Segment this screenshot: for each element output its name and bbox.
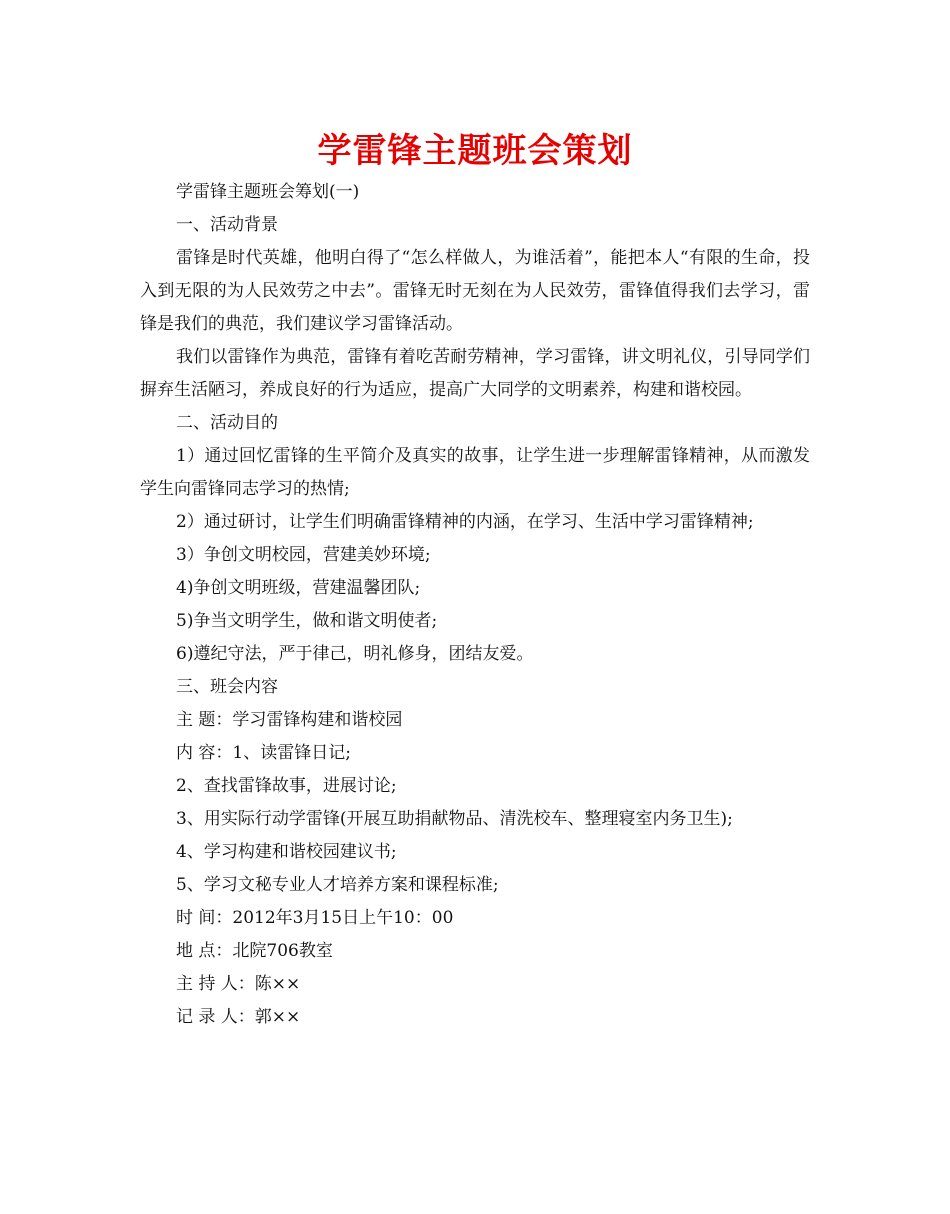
section-heading-background: 一、活动背景 — [176, 215, 278, 235]
section-heading-purpose: 二、活动目的 — [176, 413, 278, 433]
paragraph-background-2: 我们以雷锋作为典范，雷锋有着吃苦耐劳精神，学习雷锋，讲文明礼仪，引导同学们摒弃生活陋习，养成良好的行为适应，提高广大同学的文明素养，构建和谐校园。 — [140, 347, 810, 400]
document-subtitle: 学雷锋主题班会筹划(一) — [176, 182, 360, 202]
content-line-location: 地 点：北院706教室 — [176, 941, 333, 961]
content-line-item-3: 3、用实际行动学雷锋(开展互助捐献物品、清洗校车、整理寝室内务卫生); — [176, 809, 733, 829]
content-line-host: 主 持 人：陈×× — [176, 974, 301, 994]
purpose-item-4: 4)争创文明班级，营建温馨团队; — [176, 578, 421, 598]
purpose-item-2: 2）通过研讨，让学生们明确雷锋精神的内涵，在学习、生活中学习雷锋精神; — [176, 512, 754, 532]
section-heading-content: 三、班会内容 — [176, 677, 278, 697]
paragraph-background-1: 雷锋是时代英雄，他明白得了“怎么样做人，为谁活着”，能把本人“有限的生命，投入到无限的为人民效劳之中去”。雷锋无时无刻在为人民效劳，雷锋值得我们去学习，雷锋是我们的典范，我们建议学习雷锋活动。 — [140, 248, 810, 334]
content-line-item-5: 5、学习文秘专业人才培养方案和课程标准; — [176, 875, 499, 895]
purpose-item-5: 5)争当文明学生，做和谐文明使者; — [176, 611, 438, 631]
content-line-contents: 内 容：1、读雷锋日记; — [176, 743, 351, 763]
content-line-recorder: 记 录 人：郭×× — [176, 1007, 301, 1027]
content-line-time: 时 间：2012年3月15日上午10：00 — [176, 908, 454, 928]
purpose-item-6: 6)遵纪守法，严于律己，明礼修身，团结友爱。 — [176, 644, 534, 664]
content-line-item-4: 4、学习构建和谐校园建议书; — [176, 842, 397, 862]
document-title: 学雷锋主题班会策划 — [317, 131, 633, 171]
content-line-item-2: 2、查找雷锋故事，进展讨论; — [176, 776, 397, 796]
purpose-item-3: 3）争创文明校园，营建美妙环境; — [176, 545, 431, 565]
content-line-theme: 主 题：学习雷锋构建和谐校园 — [176, 710, 403, 730]
purpose-item-1: 1）通过回忆雷锋的生平简介及真实的故事，让学生进一步理解雷锋精神，从而激发学生向雷锋同志学习的热情; — [140, 446, 810, 499]
